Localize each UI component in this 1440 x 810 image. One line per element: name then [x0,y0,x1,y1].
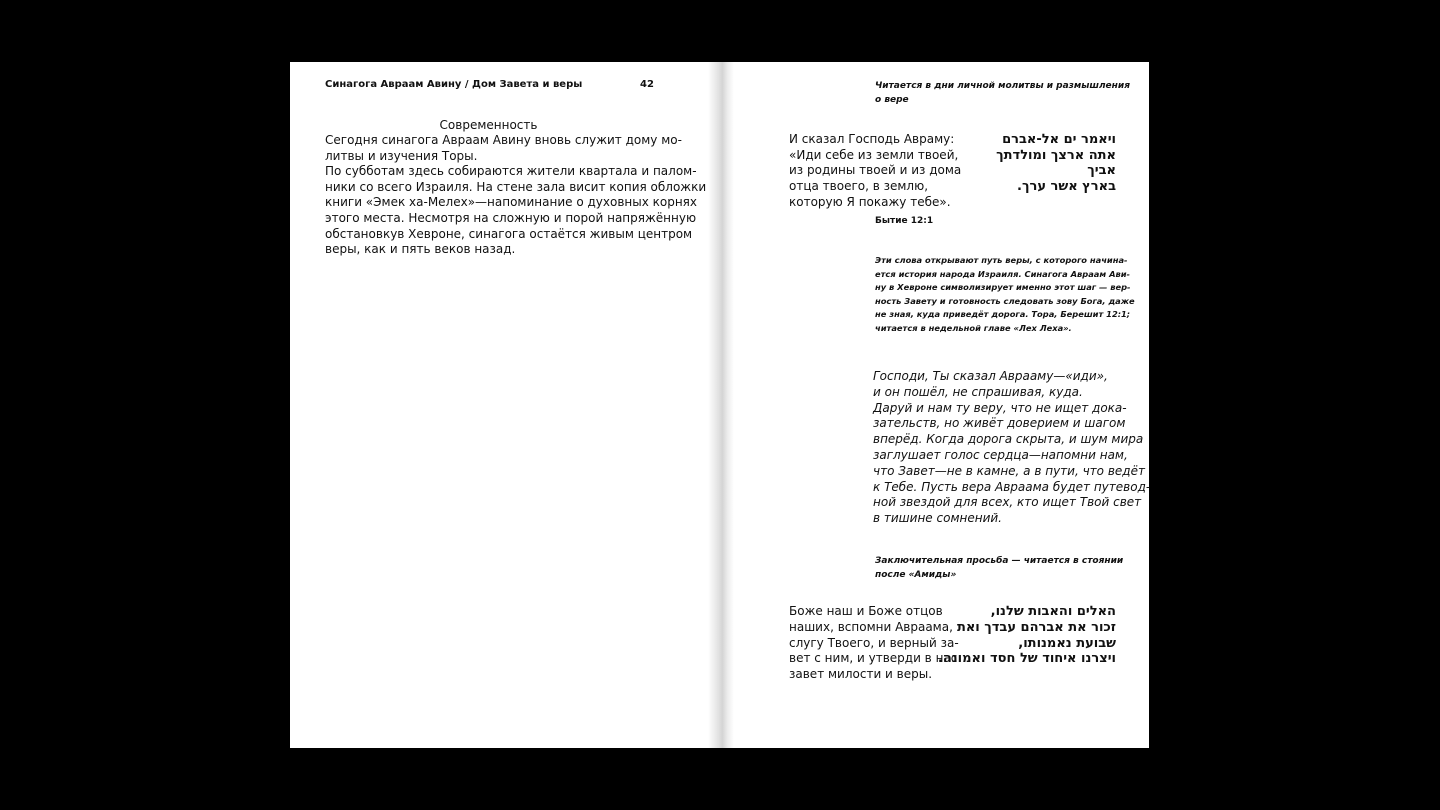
prayer-line: и он пошёл, не спрашивая, куда. [873,384,1083,399]
body-line: ники со всего Израиля. На стене зала висит копия обложки [325,179,707,194]
body-line: этого места. Несмотря на сложную и порой напряжённую [325,210,697,225]
verse-line: «Иди себе из земли твоей, [789,147,959,162]
commentary-line: ется история народа Израиля. Синагога Авраам Ави- [875,268,1130,279]
prayer-line: зательств, но живёт доверием и шагом [873,416,1126,431]
header-line: о вере [875,95,909,105]
body-line: По субботам здесь собираются жители квартала и палом- [325,164,697,179]
closing-note [875,554,1124,582]
verse-line: אביך [1087,163,1116,179]
body-line: литвы и изучения Торы. [325,148,478,163]
prayer-line: ной звездой для всех, кто ищет Твой свет [873,495,1142,510]
verse-line: בארץ אשר ערך. [1017,179,1116,195]
prayer-line: в тишине сомнений. [873,511,1002,526]
final-line: слугу Твоего, и верный за- [789,635,959,650]
prayer-line: заглушает голос сердца—напомни нам, [873,447,1128,462]
final-line: ויצרנו איחוד של חסד ואמונה. [937,651,1116,667]
running-header-right [875,79,1130,107]
prayer-text [873,369,1151,527]
verse-line: отца твоего, в землю, [789,179,929,194]
prayer-line: к Тебе. Пусть вера Авраама будет путевод- [873,479,1151,494]
closing-note-line: Заключительная просьба — читается в стоянии [875,556,1124,566]
final-line: שבועת נאמנותו, [1018,635,1116,651]
final-line: האלים והאבות שלנו, [990,604,1116,619]
prayer-line: Даруй и нам ту веру, что не ищет дока- [873,400,1127,415]
final-line: наших, вспомни Авраама, [789,619,953,634]
verse-reference: Бытие 12:1 [875,216,934,226]
verse-line: ויאמר ים אל-אברם [1002,132,1116,147]
final-line: завет милости и веры. [789,667,933,682]
commentary-line: Эти слова открывают путь веры, с которого начина- [875,255,1128,265]
verse-line: которую Я покажу тебе». [789,194,951,209]
commentary-line: ность Завету и готовность следовать зову Бога, даже [875,295,1135,306]
final-line: זכור את אברהם עבדך ואת [956,619,1116,635]
body-text [325,133,707,258]
commentary-line: не зная, куда приведёт дорога. Тора, Берешит 12:1; [875,309,1131,320]
final-prayer-russian [789,604,959,683]
body-line: книги «Эмек ха-Мелех»—напоминание о духовных корнях [325,195,698,210]
header-line: Читается в дни личной молитвы и размышления [875,81,1130,91]
prayer-line: Господи, Ты сказал Аврааму—«иди», [873,369,1108,383]
final-line: вет с ним, и утверди в нас [789,651,958,666]
section-title: Современность [439,118,538,132]
final-line: Боже наш и Боже отцов [789,604,943,618]
closing-note-line: после «Амиды» [875,570,957,580]
prayer-line: что Завет—не в камне, а в пути, что ведёт [873,463,1145,478]
verse-hebrew [990,132,1116,195]
prayer-line: вперёд. Когда дорога скрыта, и шум мира [873,432,1144,447]
page-number: 42 [640,79,654,90]
body-line: Сегодня синагога Авраам Авину вновь служит дому мо- [325,133,682,147]
final-prayer-hebrew [937,604,1116,667]
verse-line: из родины твоей и из дома [789,163,962,178]
body-line: обстановкув Хевроне, синагога остаётся живым центром [325,226,693,241]
book-gutter [708,62,734,748]
commentary [875,254,1135,336]
verse-line: И сказал Господь Авраму: [789,132,955,146]
verse-line: אתה ארצך ומולדתך [996,147,1116,163]
body-line: веры, как и пять веков назад. [325,242,516,257]
running-header-left: Синагога Авраам Авину / Дом Завета и веры [325,79,583,90]
commentary-line: читается в недельной главе «Лех Леха». [875,322,1072,333]
book-spread [290,62,1149,748]
verse-russian [789,132,961,211]
commentary-line: ну в Хевроне символизирует именно этот шаг — вер- [875,282,1131,293]
